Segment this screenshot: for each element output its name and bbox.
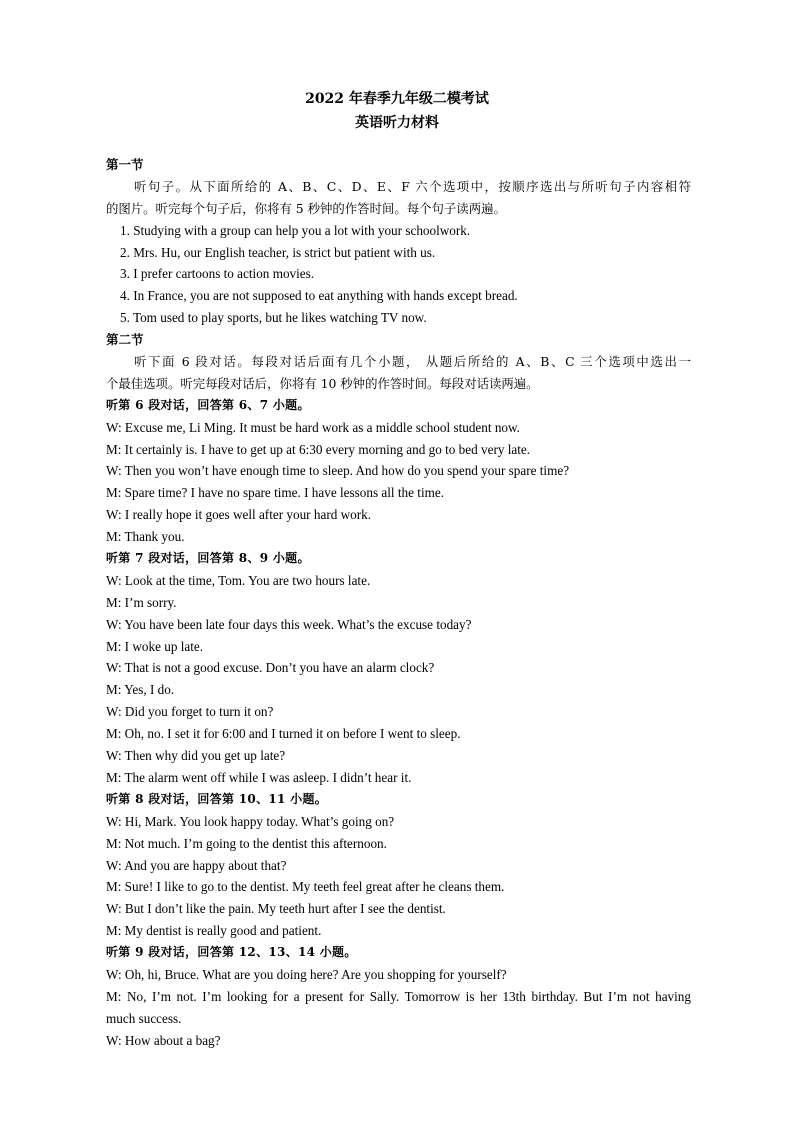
dialog-line: M: Yes, I do. — [106, 682, 175, 698]
sentence-item: 4. In France, you are not supposed to eat anything with hands except bread. — [120, 288, 518, 304]
dialog7-instruction: 听第 7 段对话，回答第 8、9 小题。 — [106, 551, 310, 566]
dialog-line: W: Then you won’t have enough time to sleep. And how do you spend your spare time? — [106, 463, 570, 479]
dialog-line: much success. — [106, 1010, 182, 1026]
dialog-line: W: But I don’t like the pain. My teeth hurt after I see the dentist. — [106, 901, 446, 917]
dialog-line: M: Spare time? I have no spare time. I have lessons all the time. — [106, 485, 445, 501]
dialog-line: W: How about a bag? — [106, 1032, 221, 1048]
section1-heading: 第一节 — [106, 157, 144, 172]
dialog9-instruction: 听第 9 段对话，回答第 12、13、14 小题。 — [106, 945, 357, 960]
dialog-line: W: Hi, Mark. You look happy today. What’s going on? — [106, 813, 395, 829]
dialog-line: M: It certainly is. I have to get up at 6:30 every morning and go to bed very late. — [106, 441, 531, 457]
section2-instruction-cont: 个最佳选项。听完每段对话后，你将有 10 秒钟的作答时间。每段对话读两遍。 — [106, 375, 539, 391]
section1-instruction-cont: 的图片。听完每个句子后，你将有 5 秒钟的作答时间。每个句子读两遍。 — [106, 200, 506, 216]
dialog-line: W: Look at the time, Tom. You are two hours late. — [106, 572, 371, 588]
page-title: 2022 年春季九年级二模考试 — [305, 91, 489, 107]
section2-instruction: 听下面 6 段对话。每段对话后面有几个小题， 从题后所给的 A、B、C 三个选项中选出一 — [134, 354, 691, 370]
page-subtitle: 英语听力材料 — [355, 115, 439, 131]
dialog-line: M: My dentist is really good and patient. — [106, 923, 322, 939]
dialog-line: M: The alarm went off while I was asleep. I didn’t hear it. — [106, 769, 412, 785]
dialog-line: W: You have been late four days this week. What’s the excuse today? — [106, 616, 472, 632]
dialog-line: M: I woke up late. — [106, 638, 204, 654]
dialog8-instruction: 听第 8 段对话，回答第 10、11 小题。 — [106, 791, 328, 806]
dialog-line: M: Thank you. — [106, 529, 185, 545]
sentence-item: 2. Mrs. Hu, our English teacher, is strict but patient with us. — [120, 244, 436, 260]
dialog-line: W: Did you forget to turn it on? — [106, 704, 274, 720]
dialog-line: W: And you are happy about that? — [106, 857, 287, 873]
sentence-item: 5. Tom used to play sports, but he likes watching TV now. — [120, 310, 427, 326]
dialog-line: M: No, I’m not. I’m looking for a present for Sally. Tomorrow is her 13th birthday. But I’m not having — [106, 988, 691, 1004]
document-body — [106, 154, 691, 1052]
dialog-line: M: Oh, no. I set it for 6:00 and I turned it on before I went to sleep. — [106, 726, 461, 742]
dialog6-instruction: 听第 6 段对话，回答第 6、7 小题。 — [106, 397, 310, 412]
dialog-line: M: Sure! I like to go to the dentist. My teeth feel great after he cleans them. — [106, 879, 505, 895]
section2-heading: 第二节 — [106, 332, 144, 348]
dialog-line: M: I’m sorry. — [106, 594, 177, 610]
dialog-line: M: Not much. I’m going to the dentist this afternoon. — [106, 835, 387, 851]
sentence-item: 1. Studying with a group can help you a lot with your schoolwork. — [120, 222, 471, 238]
dialog-line: W: Excuse me, Li Ming. It must be hard work as a middle school student now. — [106, 419, 520, 435]
dialog-line: W: That is not a good excuse. Don’t you have an alarm clock? — [106, 660, 435, 676]
sentence-item: 3. I prefer cartoons to action movies. — [120, 266, 315, 282]
section1-instruction: 听句子。从下面所给的 A、B、C、D、E、F 六个选项中，按顺序选出与所听句子内容相符 — [134, 178, 691, 194]
dialog-line: W: Oh, hi, Bruce. What are you doing here? Are you shopping for yourself? — [106, 966, 507, 982]
dialog-line: W: Then why did you get up late? — [106, 748, 286, 764]
dialog-line: W: I really hope it goes well after your hard work. — [106, 507, 371, 523]
